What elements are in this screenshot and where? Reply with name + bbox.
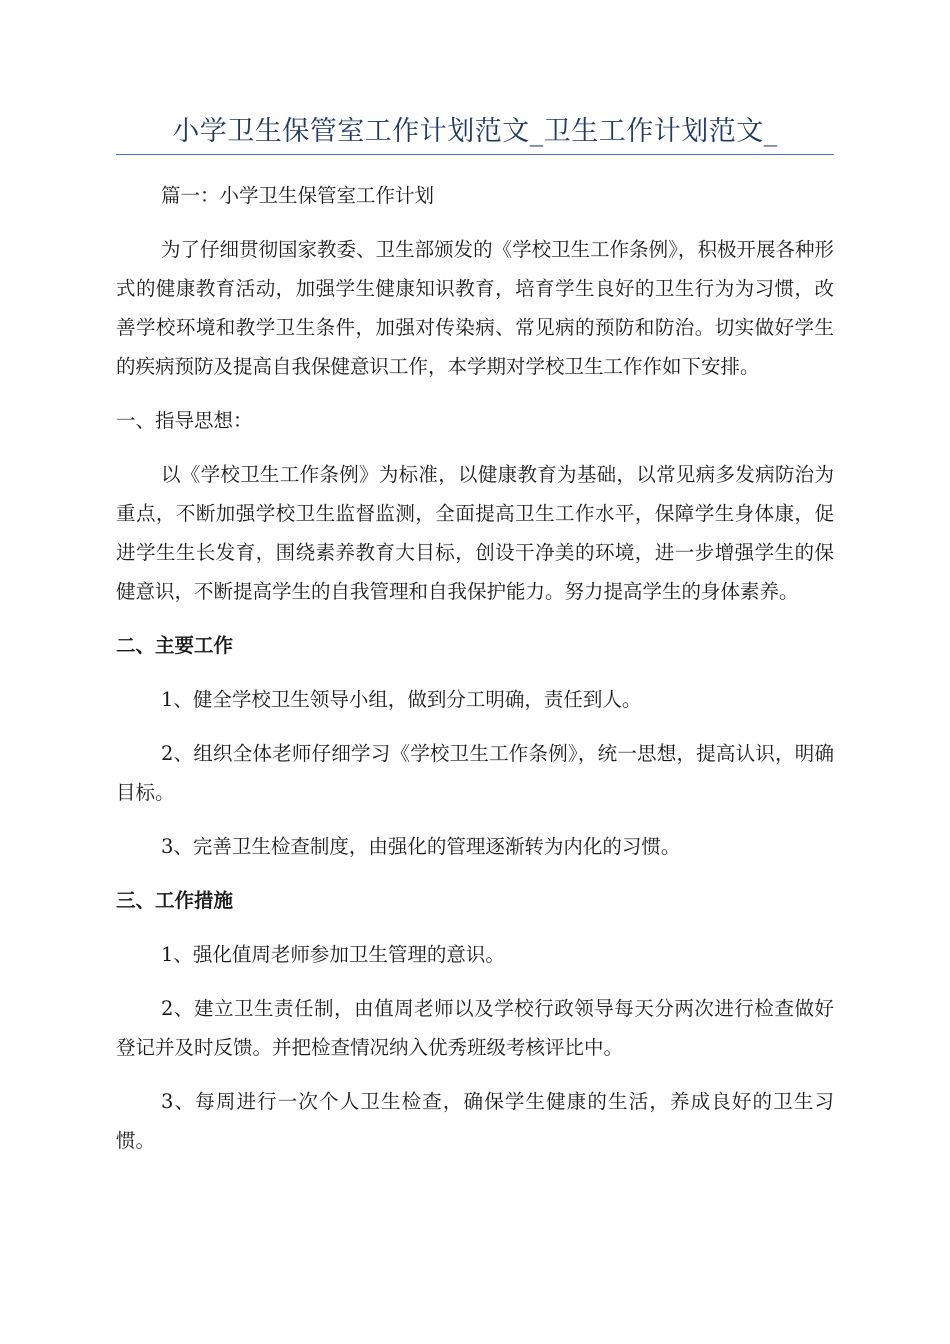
main-work-item: 2、组织全体老师仔细学习《学校卫生工作条例》，统一思想，提高认识，明确目标。: [116, 742, 834, 804]
article-subtitle: 篇一：小学卫生保管室工作计划: [161, 184, 435, 207]
main-work-item: 3、完善卫生检查制度，由强化的管理逐渐转为内化的习惯。: [161, 835, 681, 858]
main-work-item: 1、健全学校卫生领导小组，做到分工明确，责任到人。: [161, 688, 642, 711]
measure-item: 1、强化值周老师参加卫生管理的意识。: [161, 943, 505, 966]
guiding-thought-paragraph: 以《学校卫生工作条例》为标准，以健康教育为基础，以常见病多发病防治为重点，不断加强学校卫生监督监测，全面提高卫生工作水平，保障学生身体康，促进学生生长发育，围绕素养教育大目标，创设干净美的环境，进一步增强学生的保健意识，不断提高学生的自我管理和自我保护能力。努力提高学生的身体素养。: [116, 463, 834, 603]
section-heading-guiding-thought: 一、指导思想：: [116, 409, 253, 432]
measure-item: 2、建立卫生责任制，由值周老师以及学校行政领导每天分两次进行检查做好登记并及时反馈。并把检查情况纳入优秀班级考核评比中。: [116, 997, 834, 1059]
document-body: [116, 176, 834, 1175]
document-title: 小学卫生保管室工作计划范文_卫生工作计划范文_: [172, 116, 778, 147]
section-heading-main-work: 二、主要工作: [116, 634, 234, 657]
section-heading-measures: 三、工作措施: [116, 889, 234, 912]
intro-paragraph: 为了仔细贯彻国家教委、卫生部颁发的《学校卫生工作条例》，积极开展各种形式的健康教育活动，加强学生健康知识教育，培育学生良好的卫生行为为习惯，改善学校环境和教学卫生条件，加强对传染病、常见病的预防和防治。切实做好学生的疾病预防及提高自我保健意识工作，本学期对学校卫生工作作如下安排。: [116, 238, 834, 378]
measure-item: 3、每周进行一次个人卫生检查，确保学生健康的生活，养成良好的卫生习惯。: [116, 1090, 834, 1152]
title-underline: [116, 154, 834, 155]
